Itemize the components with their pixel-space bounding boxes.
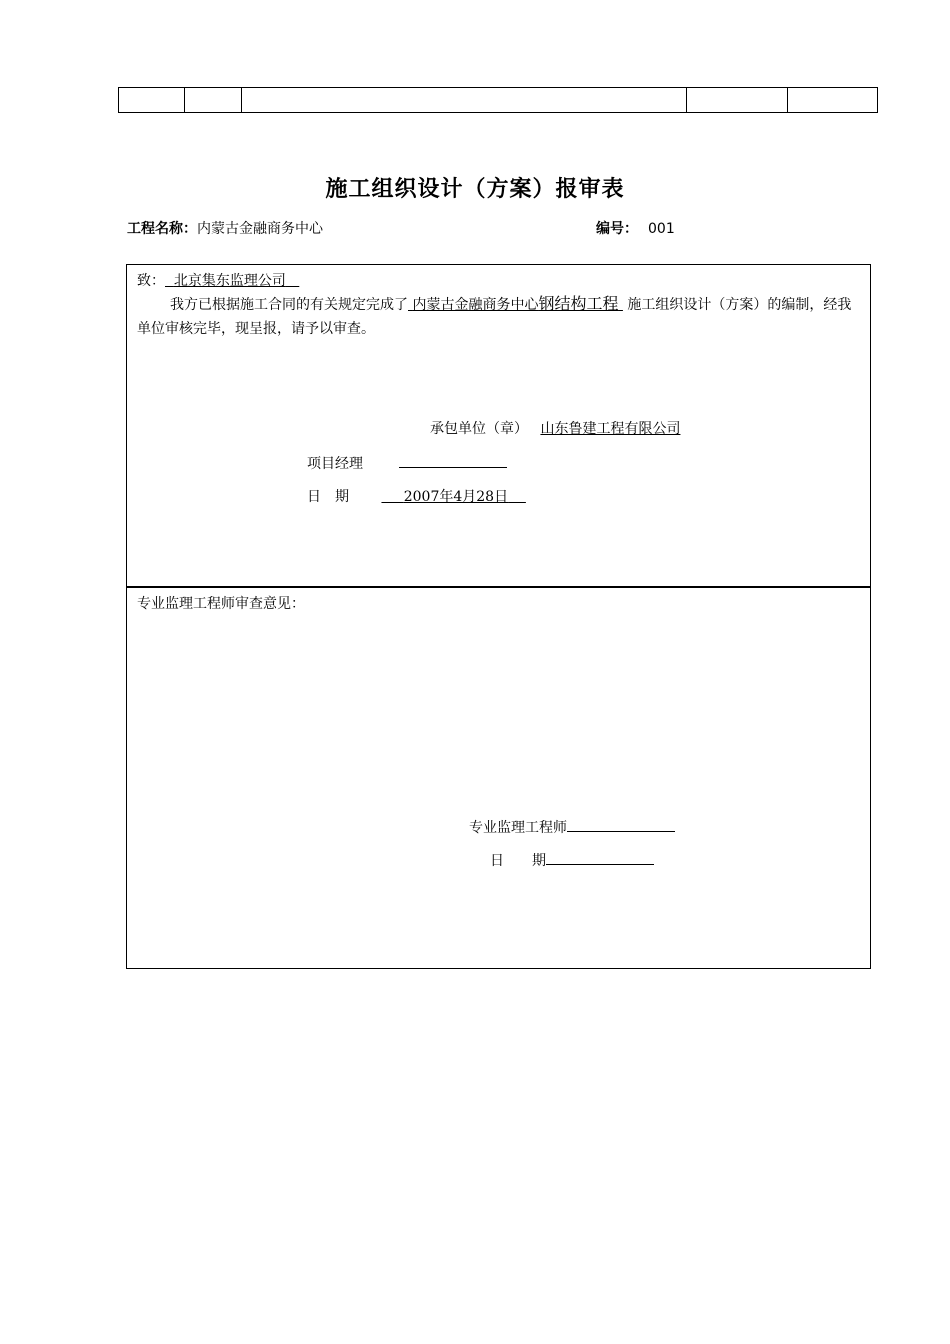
review-date-label: 日 期 [490, 853, 546, 869]
engineer-line [469, 817, 675, 837]
contractor-line [430, 418, 680, 438]
recipient-value: 北京集东监理公司 [173, 273, 286, 289]
review-date-signature-line [546, 850, 654, 865]
header-cell [242, 88, 687, 113]
header-cell [119, 88, 185, 113]
header-table [118, 87, 878, 113]
review-section [126, 586, 871, 969]
manager-signature-line [399, 453, 507, 468]
engineer-signature-line [567, 817, 675, 832]
engineer-label: 专业监理工程师 [469, 820, 567, 836]
contractor-label: 承包单位（章） [430, 421, 528, 437]
review-date-line [490, 850, 654, 870]
date-label: 日 期 [307, 489, 349, 505]
manager-line [307, 453, 507, 473]
form-number-label: 编号： [596, 221, 638, 237]
header-cell [788, 88, 878, 113]
submission-text: 我方已根据施工合同的有关规定完成了 内蒙古金融商务中心钢结构工程 施工组织设计（方案）的编制，经我单位审核完毕，现呈报，请予以审查。 [137, 294, 852, 337]
recipient-label: 致： [137, 273, 165, 289]
header-cell [687, 88, 788, 113]
project-reference: 内蒙古金融商务中心钢结构工程 [412, 294, 619, 313]
form-number-value: 001 [648, 221, 675, 237]
date-line [307, 486, 526, 506]
project-name [127, 218, 323, 238]
header-cell [185, 88, 242, 113]
project-name-value: 内蒙古金融商务中心 [197, 221, 323, 237]
submission-section [126, 264, 871, 588]
form-number [596, 218, 675, 238]
review-opinion-label: 专业监理工程师审查意见： [137, 596, 305, 612]
date-value: 2007年4月28日 [403, 489, 509, 505]
recipient-line [137, 270, 299, 290]
contractor-value: 山东鲁建工程有限公司 [540, 421, 681, 437]
project-name-label: 工程名称： [127, 221, 197, 237]
manager-label: 项目经理 [307, 456, 363, 472]
form-title: 施工组织设计（方案）报审表 [325, 177, 625, 202]
